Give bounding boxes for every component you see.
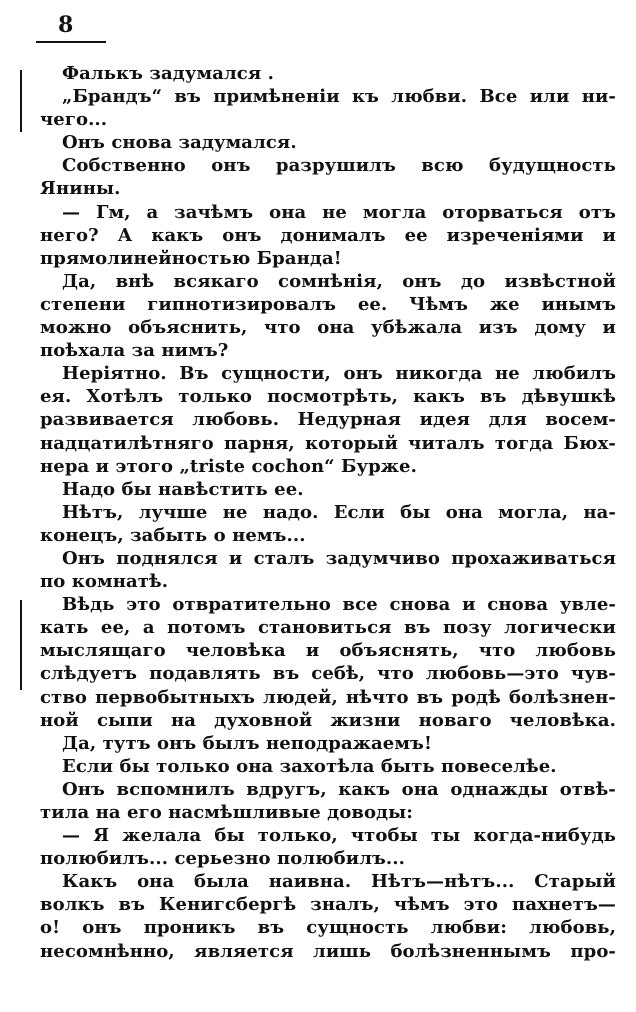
text-line: Да, тутъ онъ былъ неподражаемъ!	[62, 732, 432, 754]
page-number: 8	[58, 12, 74, 38]
text-line: нера и этого „triste cochon“ Бурже.	[40, 455, 417, 477]
margin-mark	[20, 600, 22, 690]
text-line: ея. Хотѣлъ только посмотрѣть, какъ въ дѣвушкѣ	[40, 386, 616, 408]
text-line: кать ее, а потомъ становиться въ позу логически	[40, 617, 616, 639]
text-line: ство первобытныхъ людей, нѣчто въ родѣ болѣзнен-	[40, 686, 616, 708]
text-line: Онъ вспомнилъ вдругъ, какъ она однажды отвѣ-	[62, 778, 616, 800]
text-line: Онъ поднялся и сталъ задумчиво прохаживаться	[62, 547, 616, 569]
text-line: о! онъ проникъ въ сущность любви: любовь,	[40, 917, 616, 939]
text-line: Онъ снова задумался.	[62, 132, 297, 154]
text-line: несомнѣнно, является лишь болѣзненнымъ про-	[40, 940, 616, 962]
text-line: степени гипнотизировалъ ее. Чѣмъ же инымъ	[40, 293, 616, 315]
text-line: — Я желала бы только, чтобы ты когда-нибудь	[62, 825, 616, 847]
text-line: него? А какъ онъ донималъ ее изреченіями и	[40, 224, 616, 246]
text-line: Надо бы навѣстить ее.	[62, 478, 304, 500]
text-line: слѣдуетъ подавлять въ себѣ, что любовь—это чув-	[40, 663, 616, 685]
text-line: „Брандъ“ въ примѣненіи къ любви. Все или ни-	[62, 86, 616, 108]
text-line: Если бы только она захотѣла быть повеселѣе.	[62, 755, 557, 777]
text-line: Вѣдь это отвратительно все снова и снова увле-	[62, 594, 616, 616]
text-line: Нѣтъ, лучше не надо. Если бы она могла, на-	[62, 501, 616, 523]
text-line: волкъ въ Кенигсбергѣ зналъ, чѣмъ это пахнетъ—	[40, 894, 616, 916]
text-line: чего...	[40, 109, 108, 131]
text-line: ной сыпи на духовной жизни новаго человѣка.	[40, 709, 616, 731]
text-line: поѣхала за нимъ?	[40, 340, 229, 362]
text-line: — Гм, а зачѣмъ она не могла оторваться отъ	[62, 201, 616, 223]
text-line: по комнатѣ.	[40, 571, 169, 593]
text-line: Да, внѣ всякаго сомнѣнія, онъ до извѣстной	[62, 270, 616, 292]
text-line: развивается любовь. Недурная идея для восем-	[40, 409, 616, 431]
text-line: Неріятно. Въ сущности, онъ никогда не любилъ	[62, 363, 616, 385]
page-number-rule	[36, 41, 106, 43]
text-line: полюбилъ... серьезно полюбилъ...	[40, 848, 406, 870]
text-line: Собственно онъ разрушилъ всю будущность	[62, 155, 616, 177]
text-line: надцатилѣтняго парня, который читалъ тогда Бюх-	[40, 432, 616, 454]
margin-mark	[20, 70, 22, 132]
text-line: можно объяснить, что она убѣжала изъ дому и	[40, 317, 616, 339]
text-line: тила на его насмѣшливые доводы:	[40, 802, 414, 823]
text-line: конецъ, забыть о немъ...	[40, 524, 306, 546]
text-line: Какъ она была наивна. Нѣтъ—нѣтъ... Старый	[62, 871, 616, 893]
text-line: Янины.	[40, 178, 121, 200]
text-line: Фалькъ задумался .	[62, 63, 274, 84]
text-line: прямолинейностью Бранда!	[40, 247, 342, 269]
text-line: мыслящаго человѣка и объяснять, что любовь	[40, 640, 616, 662]
body-text	[40, 62, 616, 963]
